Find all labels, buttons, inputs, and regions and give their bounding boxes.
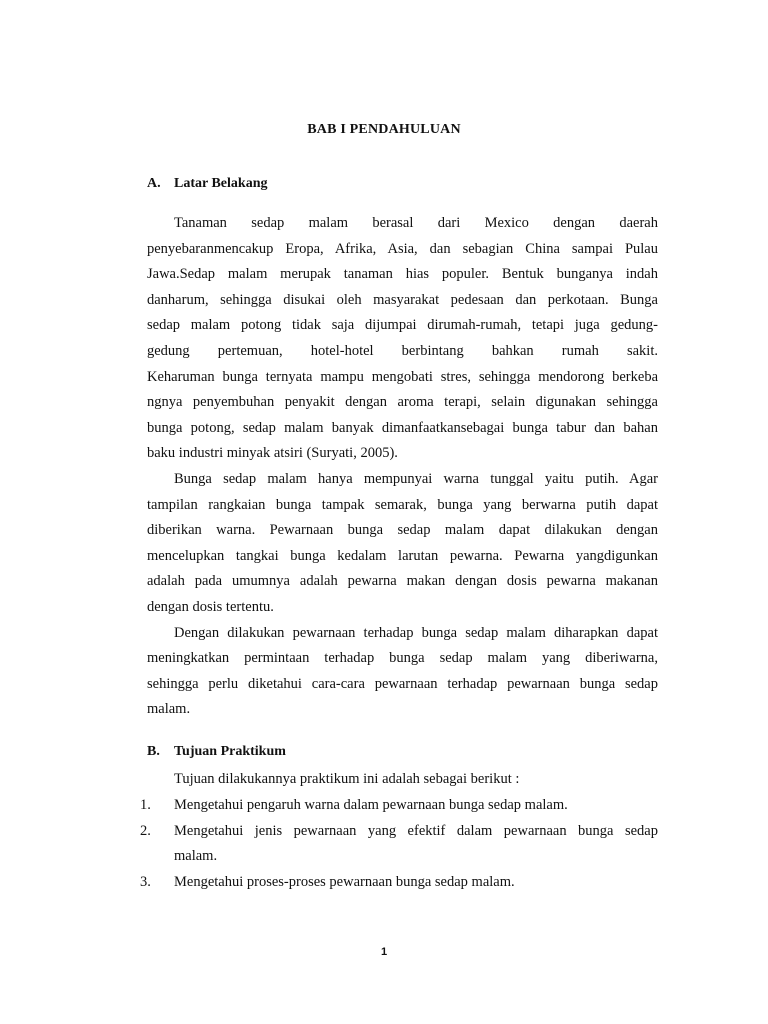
- paragraph-3: [147, 621, 658, 723]
- text-line: gedung pertemuan, hotel-hotel berbintang bahkan rumah sakit.: [147, 342, 658, 359]
- text-line: Dengan dilakukan pewarnaan terhadap bunga sedap malam diharapkan dapat: [174, 624, 658, 641]
- text-line: tampilan rangkaian bunga tampak semarak, bunga yang berwarna putih dapat: [147, 496, 658, 513]
- section-a-letter: A.: [147, 176, 161, 191]
- text-line: Mengetahui jenis pewarnaan yang efektif dalam pewarnaan bunga sedap: [174, 822, 658, 839]
- text-line: malam.: [147, 701, 191, 718]
- list-item-text: [174, 819, 658, 870]
- paragraph-1: [147, 211, 658, 467]
- list-item-text: [174, 870, 658, 896]
- text-line: Tanaman sedap malam berasal dari Mexico dengan daerah: [174, 215, 658, 231]
- section-b-title: Tujuan Praktikum: [174, 744, 286, 759]
- text-line: ngnya penyembuhan penyakit dengan aroma terapi, selain digunakan sehingga: [147, 394, 658, 411]
- section-b-intro-block: [147, 767, 658, 793]
- text-line: sedap malam potong tidak saja dijumpai dirumah-rumah, tetapi juga gedung-: [147, 317, 658, 334]
- text-line: Jawa.Sedap malam merupak tanaman hias populer. Bentuk bunganya indah: [147, 266, 658, 283]
- text-line: baku industri minyak atsiri (Suryati, 2005).: [147, 445, 398, 462]
- list-item: [140, 819, 658, 870]
- text-line: bunga potong, sedap malam banyak dimanfaatkansebagai bunga tabur dan bahan: [147, 419, 658, 436]
- text-line: Bunga sedap malam hanya mempunyai warna tunggal yaitu putih. Agar: [174, 470, 658, 487]
- section-b-intro: Tujuan dilakukannya praktikum ini adalah sebagai berikut :: [174, 771, 520, 787]
- text-line: diberikan warna. Pewarnaan bunga sedap malam dapat dilakukan dengan: [147, 522, 658, 539]
- list-item-number: 2.: [140, 822, 151, 839]
- text-line: danharum, sehingga disukai oleh masyarakat pedesaan dan perkotaan. Bunga: [147, 291, 658, 308]
- section-a-body: [147, 211, 658, 723]
- list-item: [140, 870, 658, 896]
- text-line: adalah pada umumnya adalah pewarna makan dengan dosis pewarna makanan: [147, 573, 658, 590]
- section-a-heading: [147, 176, 267, 192]
- text-line: Mengetahui proses-proses pewarnaan bunga sedap malam.: [174, 873, 515, 890]
- list-item-number: 3.: [140, 873, 151, 890]
- list-item-number: 1.: [140, 797, 151, 813]
- text-line: dengan dosis tertentu.: [147, 598, 274, 615]
- text-line: sehingga perlu diketahui cara-cara pewarnaan terhadap pewarnaan bunga sedap: [147, 675, 658, 692]
- section-b-letter: B.: [147, 744, 160, 759]
- section-a-title: Latar Belakang: [174, 176, 268, 191]
- page-number: 1: [380, 946, 388, 958]
- page-title: BAB I PENDAHULUAN: [307, 122, 461, 137]
- objectives-list: [140, 793, 658, 895]
- text-line: mencelupkan tangkai bunga kedalam larutan pewarna. Pewarna yangdigunkan: [147, 547, 658, 564]
- text-line: penyebaranmencakup Eropa, Afrika, Asia, dan sebagian China sampai Pulau: [147, 240, 658, 257]
- list-item: [140, 793, 658, 819]
- text-line: Keharuman bunga ternyata mampu mengobati stres, sehingga mendorong berkeba: [147, 368, 658, 385]
- text-line: malam.: [174, 848, 218, 865]
- section-b-heading: [147, 744, 286, 760]
- list-item-text: [174, 793, 658, 819]
- text-line: meningkatkan permintaan terhadap bunga sedap malam yang diberiwarna,: [147, 650, 658, 667]
- text-line: Mengetahui pengaruh warna dalam pewarnaan bunga sedap malam.: [174, 797, 568, 813]
- paragraph-2: [147, 467, 658, 621]
